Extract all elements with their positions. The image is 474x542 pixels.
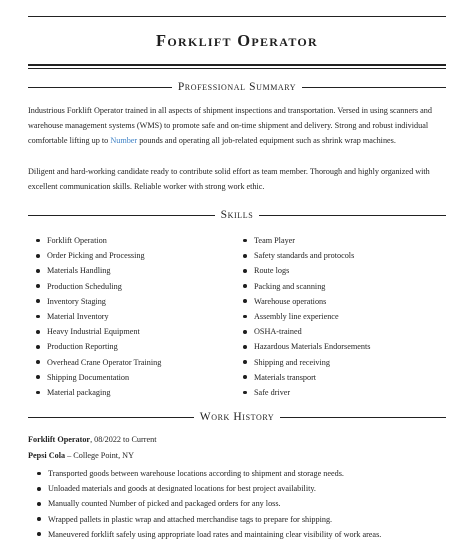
responsibility-item: Unloaded materials and goods at designated locations for best project availability. xyxy=(34,481,454,496)
job-location: – College Point, NY xyxy=(65,451,134,460)
summary-title: Professional Summary xyxy=(172,81,302,93)
job-company: Pepsi Cola xyxy=(28,451,66,460)
skill-item: Hazardous Materials Endorsements xyxy=(239,339,370,354)
summary-paragraph-1: Industrious Forklift Operator trained in all aspects of shipment inspections and transportation. Versed in using scanners and warehouse management systems (WMS) to promote safe and on-time shipment and delivery. Strong and robust individual comfortable lifting up to Number pounds and operating all job-related equipment such as shrink wrap machines. xyxy=(28,106,432,146)
responsibility-item: Wrapped pallets in plastic wrap and attached merchandise tags to prepare for shipping. xyxy=(34,512,454,527)
skills-section-heading xyxy=(28,207,446,223)
work-history-title: Work History xyxy=(194,411,280,423)
work-history-section-heading xyxy=(28,409,446,425)
skill-item: Materials transport xyxy=(239,370,370,385)
responsibility-item: Maneuvered forklift safely using appropriate load rates and maintaining clear visibility of work areas. xyxy=(34,527,454,542)
summary-paragraph-2: Diligent and hard-working candidate ready to contribute solid effort as team member. Thorough and highly organized with excellent communication skills. Reliable worker with strong work ethic. xyxy=(28,167,430,192)
number-link[interactable]: Number xyxy=(110,136,138,146)
skill-item: Team Player xyxy=(239,233,370,248)
skill-item: Warehouse operations xyxy=(239,294,370,309)
resume-name: Forklift Operator xyxy=(155,31,319,50)
skills-title: Skills xyxy=(215,209,260,221)
responsibility-item: Manually counted Number of picked and packaged orders for any loss. xyxy=(34,496,454,511)
skill-item: Shipping Documentation xyxy=(32,370,161,385)
skills-list-left xyxy=(32,233,161,400)
skill-item: Production Scheduling xyxy=(32,279,161,294)
skill-item: OSHA-trained xyxy=(239,324,370,339)
job-responsibilities xyxy=(34,466,454,542)
skill-item: Packing and scanning xyxy=(239,279,370,294)
job-company-line xyxy=(28,448,134,463)
job-title: Forklift Operator xyxy=(28,435,91,444)
skill-item: Overhead Crane Operator Training xyxy=(32,355,161,370)
job-dates: , 08/2022 to Current xyxy=(90,435,157,444)
skill-item: Forklift Operation xyxy=(32,233,161,248)
skill-item: Shipping and receiving xyxy=(239,355,370,370)
responsibility-item: Transported goods between warehouse locations according to shipment and storage needs. xyxy=(34,466,454,481)
skills-list-right xyxy=(239,233,370,400)
skill-item: Production Reporting xyxy=(32,339,161,354)
skill-item: Route logs xyxy=(239,263,370,278)
skill-item: Heavy Industrial Equipment xyxy=(32,324,161,339)
name-rule-thin xyxy=(28,68,446,69)
skill-item: Inventory Staging xyxy=(32,294,161,309)
name-rule-thick xyxy=(28,64,446,66)
skill-item: Material packaging xyxy=(32,385,161,400)
skill-item: Safety standards and protocols xyxy=(239,248,370,263)
skill-item: Order Picking and Processing xyxy=(32,248,161,263)
summary-section-heading xyxy=(28,79,446,95)
skill-item: Safe driver xyxy=(239,385,370,400)
skill-item: Assembly line experience xyxy=(239,309,370,324)
top-rule xyxy=(28,16,446,17)
skill-item: Material Inventory xyxy=(32,309,161,324)
skill-item: Materials Handling xyxy=(32,263,161,278)
job-title-line xyxy=(28,432,156,447)
